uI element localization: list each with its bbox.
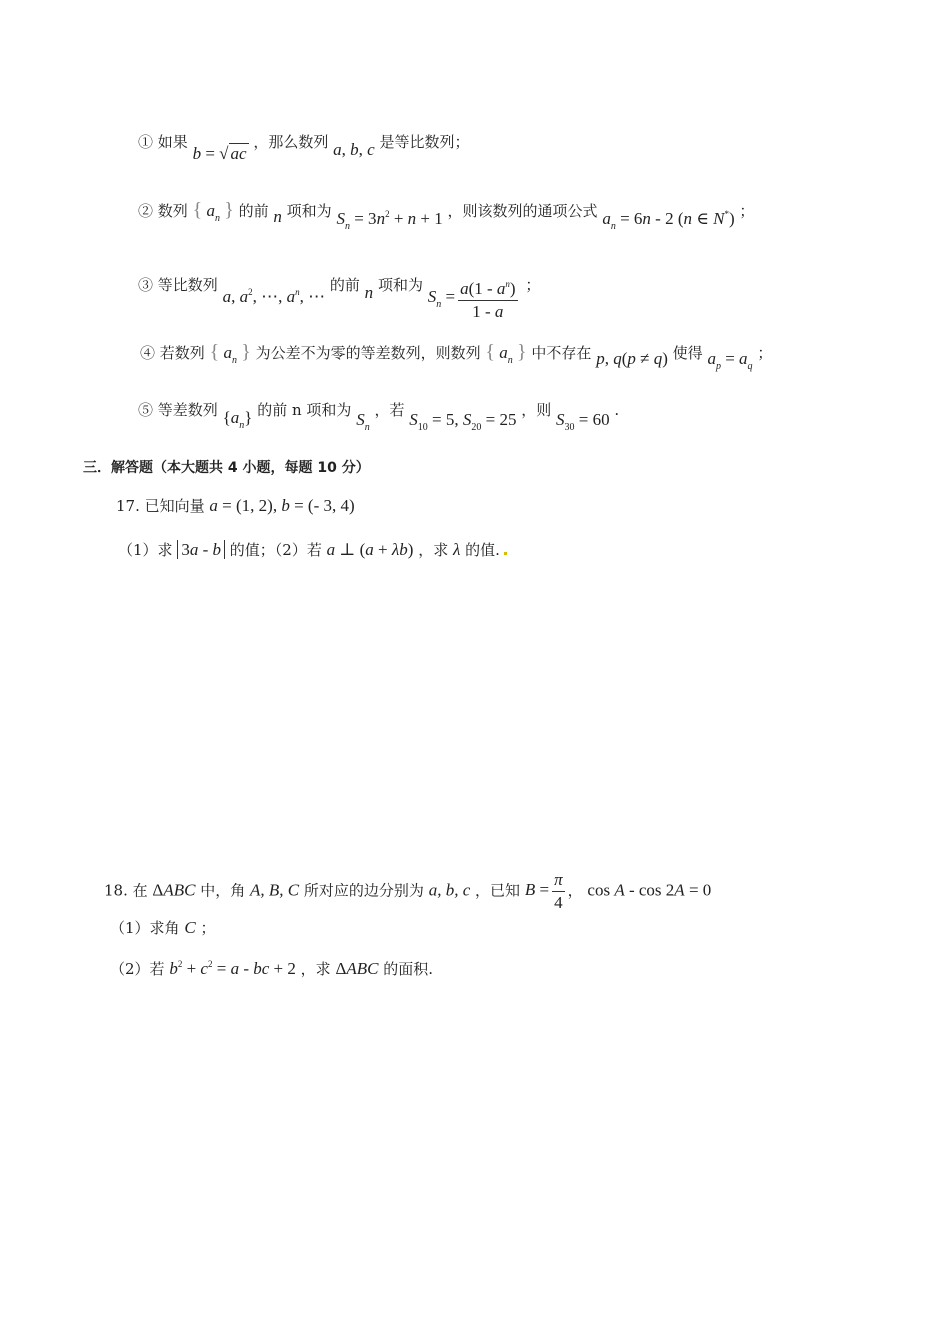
q18-stem — [104, 870, 711, 913]
statement-4-number: ④ — [140, 344, 156, 362]
statement-1-text-b: ，那么数列 — [253, 133, 329, 151]
statement-5-text-b: 的前 n 项和为 — [257, 401, 352, 419]
formula-ap-aq: $a_p = a_q$ — [707, 349, 753, 372]
formula-geo-seq: a, $a^2$, ⋯, $a^n$, ⋯ — [222, 286, 326, 306]
formula-b-pi-4: B = $\frac{\pi}{4}$ — [524, 870, 563, 912]
q18-part2 — [110, 954, 433, 979]
statement-2-text-e: ； — [739, 202, 755, 220]
formula-seq-an: { $a_n$ } — [192, 199, 234, 224]
statement-4-text-e: ； — [757, 344, 773, 362]
formula-geo-sum: $S_n$ = $\frac{a(1 - a^n)}{1 - a}$ — [428, 287, 521, 306]
q18-part2-end: 的面积. — [383, 960, 434, 978]
q18-text-d: ， — [567, 881, 583, 900]
q17-part1-text: 的值；（2）若 — [229, 541, 322, 559]
statement-4-text-b: 为公差不为零的等差数列，则数列 — [255, 344, 481, 362]
statement-3-number: ③ — [138, 275, 154, 294]
statement-2 — [138, 196, 755, 232]
q18-text-b: 所对应的边分别为 — [303, 881, 424, 900]
q18-part1-end: ； — [200, 919, 216, 937]
formula-sides: a, b, c — [428, 880, 471, 900]
q18-part1-label: （1）求角 — [110, 919, 180, 937]
statement-2-text-c: 项和为 — [286, 202, 332, 220]
formula-sn-3n2: $S_n = 3n^2 + n + 1$ — [336, 209, 443, 232]
section-3-heading: 三．解答题（本大题共 4 小题，每题 10 分） — [83, 460, 370, 476]
formula-c: C — [184, 918, 196, 937]
statement-3-text-b: 的前 — [329, 275, 360, 294]
formula-abs-3a-b: 3a - b — [177, 540, 225, 559]
statement-5-text-d: ，则 — [521, 401, 552, 419]
formula-triangle-abc: ΔABC — [335, 959, 379, 978]
q17-part2-text: ，求 — [418, 541, 449, 559]
q17-part1-label: （1）求 — [118, 541, 173, 559]
formula-pq: p, q(p ≠ q) — [596, 349, 668, 368]
statement-4-text-d: 使得 — [672, 344, 703, 362]
formula-an-6n-2: $a_n = 6n - 2$ (n ∈ N*) — [602, 209, 735, 232]
statement-3 — [138, 262, 541, 321]
statement-1-number: ① — [138, 133, 154, 151]
q17-label: 17. 已知向量 — [116, 497, 205, 515]
statement-2-text-b: 的前 — [238, 202, 269, 220]
q17-parts — [118, 540, 507, 560]
formula-cos: cos A - cos 2A = 0 — [587, 880, 712, 900]
formula-vectors-ab: a = (1, 2), b = (- 3, 4) — [209, 496, 355, 515]
formula-b2-c2: $b^2 + c^2 = a$ - bc + 2 — [169, 959, 296, 978]
statement-3-text-c: 项和为 — [377, 275, 423, 294]
formula-seq-an: { $a_n$ } — [209, 341, 251, 366]
formula-s10-s20: $S_{10} = 5$, $S_{20} = 25$ — [409, 410, 517, 433]
statement-1 — [138, 132, 470, 163]
statement-5-text-c: ，若 — [374, 401, 405, 419]
formula-seq-an: $\{a_n\}$ — [222, 408, 253, 431]
statement-1-text-c: 是等比数列； — [379, 133, 470, 151]
formula-triangle-abc: ΔABC — [152, 880, 196, 900]
statement-5-text-a: 等差数列 — [157, 401, 218, 419]
formula-seq-an-2: { $a_n$ } — [485, 341, 527, 366]
q18-part2-text: ，求 — [300, 960, 331, 978]
statement-5-number: ⑤ — [138, 401, 154, 419]
formula-lambda: λ — [452, 540, 461, 559]
statement-4-text-c: 中不存在 — [531, 344, 592, 362]
statement-3-text-d: ； — [525, 275, 541, 294]
q18-part1 — [110, 918, 215, 938]
q17-stem — [116, 496, 355, 516]
q17-part2-end: 的值. — [465, 541, 500, 559]
q18-text-c: ，已知 — [475, 881, 521, 900]
formula-s30: $S_{30} = 60$ — [556, 410, 610, 433]
formula-sn: $S_n$ — [356, 410, 370, 433]
statement-4-text-a: 若数列 — [159, 344, 205, 362]
q18-part2-label: （2）若 — [110, 960, 165, 978]
formula-n: n — [273, 207, 282, 226]
q18-text-a: 中，角 — [200, 881, 246, 900]
statement-2-text-a: 数列 — [157, 202, 188, 220]
statement-5-text-e: . — [614, 401, 620, 419]
statement-2-number: ② — [138, 202, 154, 220]
statement-4 — [140, 342, 772, 371]
formula-angles: A, B, C — [250, 880, 300, 900]
statement-2-text-d: ，则该数列的通项公式 — [447, 202, 598, 220]
statement-5 — [138, 400, 620, 433]
formula-n: n — [364, 282, 374, 302]
formula-abc: a, b, c — [333, 140, 375, 159]
formula-perp: a ⊥ (a + λb) — [326, 540, 414, 559]
statement-1-text-a: 如果 — [157, 133, 188, 151]
statement-3-text-a: 等比数列 — [157, 275, 218, 294]
formula-b-sqrt-ac: b = √ ac — [192, 144, 247, 163]
q18-label: 18. 在 — [104, 881, 148, 900]
yellow-mark-icon — [504, 552, 507, 555]
